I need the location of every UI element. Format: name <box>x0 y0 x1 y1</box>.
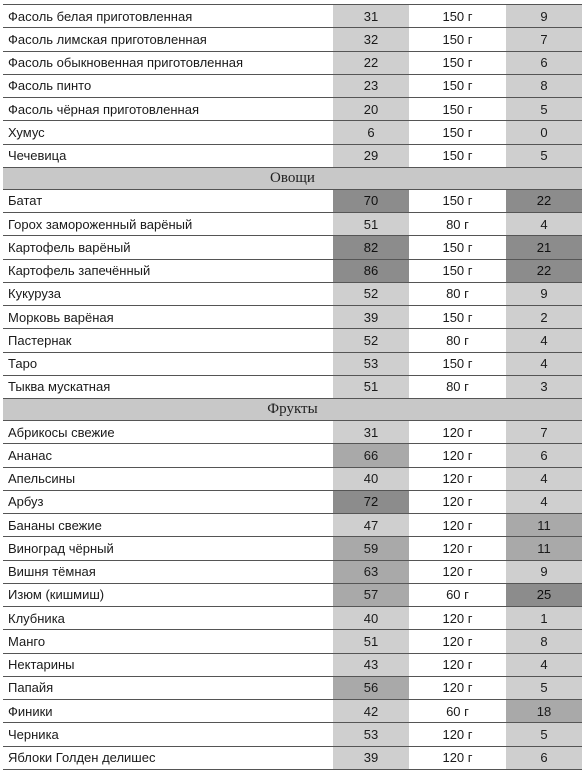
table-row <box>3 583 582 606</box>
portion-cell: 150 г <box>409 259 506 282</box>
portion-cell: 80 г <box>409 375 506 398</box>
portion-cell: 150 г <box>409 144 506 167</box>
table-row <box>3 28 582 51</box>
glycemic-index-cell: 29 <box>333 144 409 167</box>
table-row <box>3 560 582 583</box>
glycemic-index-cell: 52 <box>333 329 409 352</box>
portion-cell: 120 г <box>409 653 506 676</box>
glycemic-load-cell: 4 <box>506 467 582 490</box>
portion-cell: 120 г <box>409 537 506 560</box>
glycemic-index-cell: 42 <box>333 700 409 723</box>
table-row <box>3 746 582 769</box>
glycemic-load-cell: 22 <box>506 189 582 212</box>
portion-cell: 120 г <box>409 723 506 746</box>
food-name-cell: Чечевица <box>3 144 333 167</box>
glycemic-index-cell: 72 <box>333 490 409 513</box>
food-name-cell: Изюм (кишмиш) <box>3 583 333 606</box>
food-name-cell: Вишня тёмная <box>3 560 333 583</box>
glycemic-load-cell: 22 <box>506 259 582 282</box>
portion-cell: 120 г <box>409 514 506 537</box>
glycemic-load-cell: 0 <box>506 121 582 144</box>
table-row <box>3 514 582 537</box>
food-name-cell: Виноград чёрный <box>3 537 333 560</box>
table-row <box>3 700 582 723</box>
glycemic-index-cell: 70 <box>333 189 409 212</box>
food-name-cell: Фасоль пинто <box>3 74 333 97</box>
glycemic-load-cell: 3 <box>506 375 582 398</box>
glycemic-load-cell: 6 <box>506 444 582 467</box>
portion-cell: 150 г <box>409 98 506 121</box>
food-name-cell: Черника <box>3 723 333 746</box>
portion-cell: 150 г <box>409 236 506 259</box>
table-body <box>3 5 582 770</box>
glycemic-index-cell: 40 <box>333 607 409 630</box>
portion-cell: 150 г <box>409 189 506 212</box>
glycemic-load-cell: 6 <box>506 51 582 74</box>
glycemic-index-cell: 39 <box>333 746 409 769</box>
food-name-cell: Горох замороженный варёный <box>3 213 333 236</box>
section-title: Овощи <box>3 167 582 189</box>
food-name-cell: Клубника <box>3 607 333 630</box>
glycemic-load-cell: 25 <box>506 583 582 606</box>
glycemic-load-cell: 4 <box>506 329 582 352</box>
table-row <box>3 282 582 305</box>
portion-cell: 150 г <box>409 352 506 375</box>
glycemic-index-cell: 52 <box>333 282 409 305</box>
glycemic-load-cell: 4 <box>506 213 582 236</box>
glycemic-load-cell: 11 <box>506 514 582 537</box>
food-name-cell: Морковь варёная <box>3 306 333 329</box>
glycemic-load-cell: 18 <box>506 700 582 723</box>
glycemic-load-cell: 5 <box>506 144 582 167</box>
table-row <box>3 306 582 329</box>
table-row <box>3 5 582 28</box>
table-row <box>3 121 582 144</box>
food-name-cell: Арбуз <box>3 490 333 513</box>
food-name-cell: Бананы свежие <box>3 514 333 537</box>
portion-cell: 150 г <box>409 51 506 74</box>
glycemic-load-cell: 4 <box>506 352 582 375</box>
glycemic-index-table <box>3 4 582 770</box>
glycemic-index-cell: 59 <box>333 537 409 560</box>
portion-cell: 120 г <box>409 676 506 699</box>
food-name-cell: Картофель запечённый <box>3 259 333 282</box>
glycemic-index-cell: 53 <box>333 352 409 375</box>
table-row <box>3 236 582 259</box>
glycemic-load-cell: 9 <box>506 5 582 28</box>
glycemic-index-cell: 31 <box>333 5 409 28</box>
food-name-cell: Таро <box>3 352 333 375</box>
glycemic-load-cell: 2 <box>506 306 582 329</box>
glycemic-index-cell: 32 <box>333 28 409 51</box>
table-row <box>3 630 582 653</box>
food-name-cell: Батат <box>3 189 333 212</box>
glycemic-index-cell: 43 <box>333 653 409 676</box>
glycemic-load-cell: 4 <box>506 653 582 676</box>
glycemic-index-cell: 86 <box>333 259 409 282</box>
table-row <box>3 74 582 97</box>
glycemic-load-cell: 5 <box>506 676 582 699</box>
glycemic-load-cell: 8 <box>506 74 582 97</box>
section-header-row <box>3 167 582 189</box>
food-name-cell: Ананас <box>3 444 333 467</box>
glycemic-index-cell: 40 <box>333 467 409 490</box>
table-row <box>3 421 582 444</box>
glycemic-load-cell: 5 <box>506 723 582 746</box>
portion-cell: 60 г <box>409 700 506 723</box>
glycemic-load-cell: 9 <box>506 282 582 305</box>
table-row <box>3 329 582 352</box>
glycemic-index-cell: 20 <box>333 98 409 121</box>
portion-cell: 150 г <box>409 28 506 51</box>
glycemic-load-cell: 4 <box>506 490 582 513</box>
glycemic-load-cell: 5 <box>506 98 582 121</box>
glycemic-load-cell: 7 <box>506 421 582 444</box>
portion-cell: 80 г <box>409 213 506 236</box>
glycemic-load-cell: 9 <box>506 560 582 583</box>
glycemic-index-cell: 51 <box>333 375 409 398</box>
table-row <box>3 537 582 560</box>
portion-cell: 150 г <box>409 5 506 28</box>
glycemic-load-cell: 6 <box>506 746 582 769</box>
section-title: Фрукты <box>3 399 582 421</box>
food-name-cell: Манго <box>3 630 333 653</box>
table-row <box>3 467 582 490</box>
glycemic-index-cell: 57 <box>333 583 409 606</box>
food-name-cell: Фасоль чёрная приготовленная <box>3 98 333 121</box>
food-name-cell: Тыква мускатная <box>3 375 333 398</box>
food-name-cell: Нектарины <box>3 653 333 676</box>
food-name-cell: Кукуруза <box>3 282 333 305</box>
portion-cell: 120 г <box>409 607 506 630</box>
table-row <box>3 444 582 467</box>
food-name-cell: Хумус <box>3 121 333 144</box>
table-row <box>3 189 582 212</box>
portion-cell: 120 г <box>409 444 506 467</box>
table-row <box>3 723 582 746</box>
table-row <box>3 676 582 699</box>
glycemic-index-cell: 63 <box>333 560 409 583</box>
food-name-cell: Фасоль обыкновенная приготовленная <box>3 51 333 74</box>
food-name-cell: Фасоль белая приготовленная <box>3 5 333 28</box>
glycemic-index-cell: 23 <box>333 74 409 97</box>
glycemic-index-cell: 53 <box>333 723 409 746</box>
portion-cell: 120 г <box>409 421 506 444</box>
food-name-cell: Финики <box>3 700 333 723</box>
portion-cell: 60 г <box>409 583 506 606</box>
food-name-cell: Картофель варёный <box>3 236 333 259</box>
portion-cell: 120 г <box>409 467 506 490</box>
glycemic-index-cell: 22 <box>333 51 409 74</box>
table-row <box>3 144 582 167</box>
glycemic-index-cell: 47 <box>333 514 409 537</box>
portion-cell: 80 г <box>409 282 506 305</box>
glycemic-load-cell: 7 <box>506 28 582 51</box>
food-name-cell: Яблоки Голден делишес <box>3 746 333 769</box>
table-row <box>3 352 582 375</box>
food-name-cell: Абрикосы свежие <box>3 421 333 444</box>
food-name-cell: Апельсины <box>3 467 333 490</box>
portion-cell: 120 г <box>409 560 506 583</box>
glycemic-index-cell: 51 <box>333 213 409 236</box>
table-row <box>3 375 582 398</box>
glycemic-index-cell: 51 <box>333 630 409 653</box>
table-row <box>3 607 582 630</box>
table-row <box>3 259 582 282</box>
glycemic-load-cell: 1 <box>506 607 582 630</box>
glycemic-index-cell: 66 <box>333 444 409 467</box>
glycemic-index-cell: 6 <box>333 121 409 144</box>
glycemic-index-cell: 31 <box>333 421 409 444</box>
table-row <box>3 490 582 513</box>
table-row <box>3 51 582 74</box>
portion-cell: 150 г <box>409 306 506 329</box>
glycemic-index-cell: 82 <box>333 236 409 259</box>
food-name-cell: Пастернак <box>3 329 333 352</box>
glycemic-load-cell: 21 <box>506 236 582 259</box>
glycemic-index-cell: 56 <box>333 676 409 699</box>
portion-cell: 150 г <box>409 74 506 97</box>
portion-cell: 80 г <box>409 329 506 352</box>
glycemic-load-cell: 8 <box>506 630 582 653</box>
portion-cell: 120 г <box>409 490 506 513</box>
glycemic-load-cell: 11 <box>506 537 582 560</box>
section-header-row <box>3 399 582 421</box>
table-row <box>3 213 582 236</box>
portion-cell: 120 г <box>409 746 506 769</box>
table-row <box>3 653 582 676</box>
food-name-cell: Фасоль лимская приготовленная <box>3 28 333 51</box>
glycemic-index-cell: 39 <box>333 306 409 329</box>
food-name-cell: Папайя <box>3 676 333 699</box>
table-row <box>3 98 582 121</box>
portion-cell: 120 г <box>409 630 506 653</box>
portion-cell: 150 г <box>409 121 506 144</box>
